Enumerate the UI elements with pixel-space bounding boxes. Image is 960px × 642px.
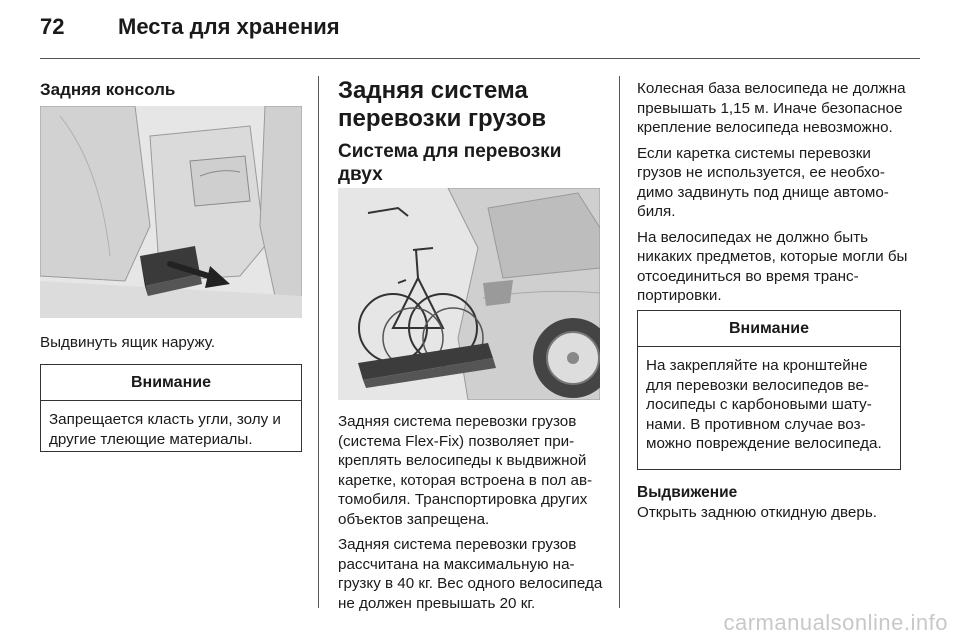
bicycle-carrier-illustration xyxy=(338,188,600,400)
rear-console-drawing xyxy=(40,106,302,318)
bike-carrier-subheading-line1: Система для перевозки двух xyxy=(338,141,562,185)
rear-console-illustration xyxy=(40,106,302,318)
column-divider-1 xyxy=(318,76,319,608)
right-text xyxy=(637,79,909,306)
watermark: carmanualsonline.info xyxy=(723,610,948,635)
warning-box-left xyxy=(40,364,302,452)
bicycle-carrier-drawing xyxy=(338,188,600,400)
retract-paragraph: Если каретка системы перевозки грузов не используется, ее необходимо задвинуть под днище автомобиля. xyxy=(637,144,889,220)
warning-title-left: Внимание xyxy=(41,365,301,401)
rear-carrier-heading-line2: перевозки грузов xyxy=(338,105,547,132)
wheelbase-paragraph: Колесная база велосипеда не должна превышать 1,15 м. Иначе безопасное крепление велосипеда невозможно. xyxy=(637,80,906,136)
warning-box-right xyxy=(637,310,901,470)
header-divider xyxy=(40,58,920,59)
extend-label: Выдвижение xyxy=(637,484,738,501)
column-divider-2 xyxy=(619,76,620,608)
carrier-load-paragraph: Задняя система перевозки грузов рассчитана на максимальную нагрузку в 40 кг. Вес одного велосипеда не должен превышать 20 кг. xyxy=(338,536,603,612)
page-title: Места для хранения xyxy=(118,14,340,39)
rear-console-heading: Задняя консоль xyxy=(40,80,176,99)
middle-text xyxy=(338,412,604,613)
rear-console-caption: Выдвинуть ящик наружу. xyxy=(40,334,216,351)
rear-carrier-heading-line1: Задняя система xyxy=(338,77,528,104)
warning-text-right: На закрепляйте на кронштейне для перевозки велосипедов велосипеды с карбоновыми шатунами. В противном случае возможно повреждение велосипеда. xyxy=(646,357,882,452)
warning-title-right: Внимание xyxy=(638,311,900,347)
loose-items-paragraph: На велосипедах не должно быть никаких предметов, которые могли бы отсоединиться во время транспортировки. xyxy=(637,228,908,304)
page-number: 72 xyxy=(40,14,65,39)
carrier-description-paragraph: Задняя система перевозки грузов (система Flex-Fix) позволяет прикреплять велосипеды к выдвижной каретке, которая встроена в пол автомобиля. Транспортировка других объектов запрещена. xyxy=(338,413,593,528)
warning-text-left: Запрещается класть угли, золу и другие тлеющие материалы. xyxy=(49,411,281,448)
extend-text: Открыть заднюю откидную дверь. xyxy=(637,504,877,521)
rear-carrier-heading xyxy=(338,77,608,133)
